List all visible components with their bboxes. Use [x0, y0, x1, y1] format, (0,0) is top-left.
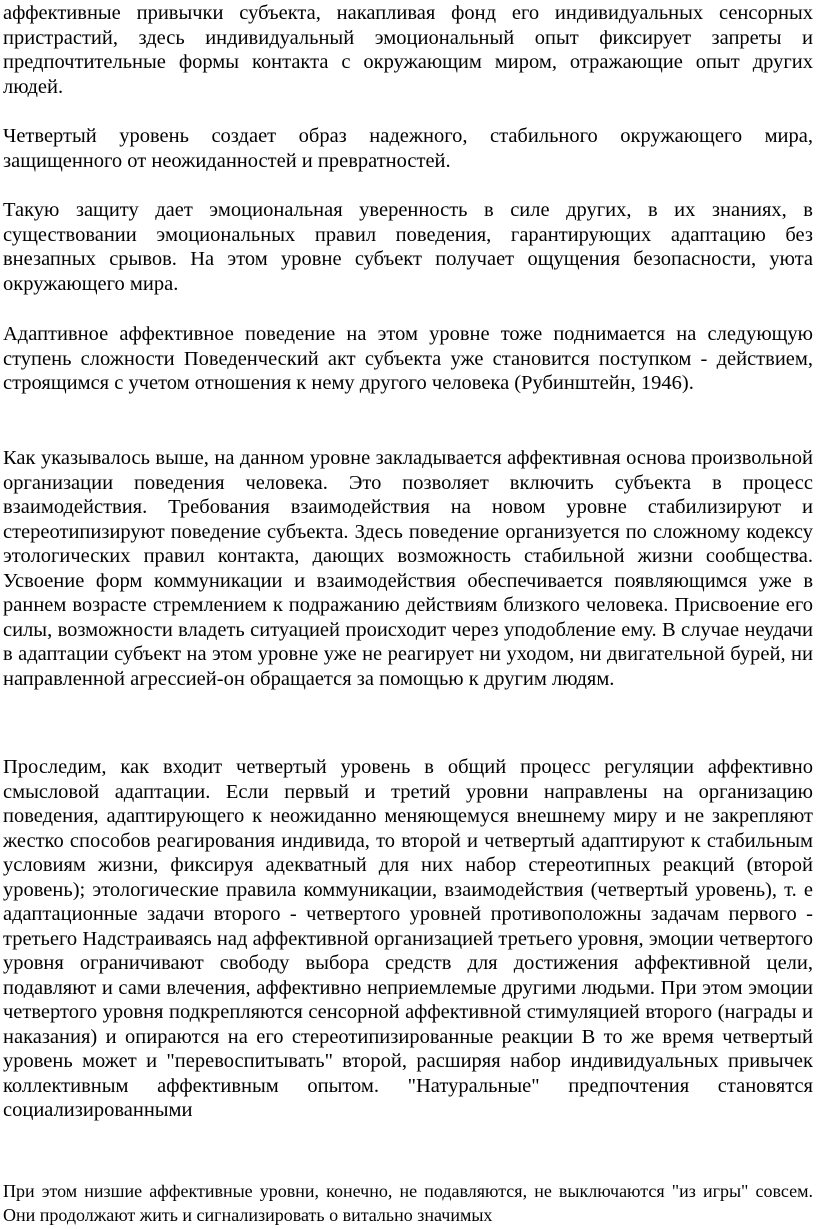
paragraph-3: Такую защиту дает эмоциональная уверенность в силе других, в их знаниях, в существовании эмоциональных правил поведения, гарантирующих адаптацию без внезапных срывов. На этом уровне субъект получает ощущения безопасности, уюта окружающего мира.	[3, 199, 813, 295]
paragraph-2: Четвертый уровень создает образ надежного, стабильного окружающего мира, защищенного от неожиданностей и превратностей.	[3, 125, 813, 172]
paragraph-7: При этом низшие аффективные уровни, конечно, не подавляются, не выключаются "из игры" совсем. Они продолжают жить и сигнализировать о витально значимых	[3, 1181, 813, 1225]
paragraph-5: Как указывалось выше, на данном уровне закладывается аффективная основа произвольной организации поведения человека. Это позволяет включить субъекта в процесс взаимодействия. Требования взаимодействия на новом уровне стабилизируют и стереотипизируют поведение субъекта. Здесь поведение организуется по сложному кодексу этологических правил контакта, дающих возможность стабильной жизни сообщества. Усвоение форм коммуникации и взаимодействия обеспечивается появляющимся уже в раннем возрасте стремлением к подражанию действиям близкого человека. Присвоение его силы, возможности владеть ситуацией происходит через уподобление ему. В случае неудачи в адаптации субъект на этом уровне уже не реагирует ни уходом, ни двигательной бурей, ни направленной агрессией-он обращается за помощью к другим людям.	[3, 447, 813, 690]
paragraph-4: Адаптивное аффективное поведение на этом уровне тоже поднимается на следующую ступень сложности Поведенческий акт субъекта уже становится поступком - действием, строящимся с учетом отношения к нему другого человека (Рубинштейн, 1946).	[3, 323, 813, 394]
paragraph-1: аффективные привычки субъекта, накапливая фонд его индивидуальных сенсорных пристрастий, здесь индивидуальный эмоциональный опыт фиксирует запреты и предпочтительные формы контакта с окружающим миром, отражающие опыт других людей.	[3, 2, 813, 98]
paragraph-6: Проследим, как входит четвертый уровень в общий процесс регуляции аффективно смысловой адаптации. Если первый и третий уровни направлены на организацию поведения, адаптирующего к неожиданно меняющемуся внешнему миру и не закрепляют жестко способов реагирования индивида, то второй и четвертый адаптируют к стабильным условиям жизни, фиксируя адекватный для них набор стереотипных реакций (второй уровень); этологические правила коммуникации, взаимодействия (четвертый уровень), т. е адаптационные задачи второго - четвертого уровней противоположны задачам первого - третьего Надстраиваясь над аффективной организацией третьего уровня, эмоции четвертого уровня ограничивают свободу выбора средств для достижения аффективной цели, подавляют и сами влечения, аффективно неприемлемые другими людьми. При этом эмоции четвертого уровня подкрепляются сенсорной аффективной стимуляцией второго (награды и наказания) и опираются на его стереотипизированные реакции В то же время четвертый уровень может и "перевоспитывать" второй, расширяя набор индивидуальных привычек коллективным аффективным опытом. "Натуральные" предпочтения становятся социализированными	[3, 756, 813, 1121]
